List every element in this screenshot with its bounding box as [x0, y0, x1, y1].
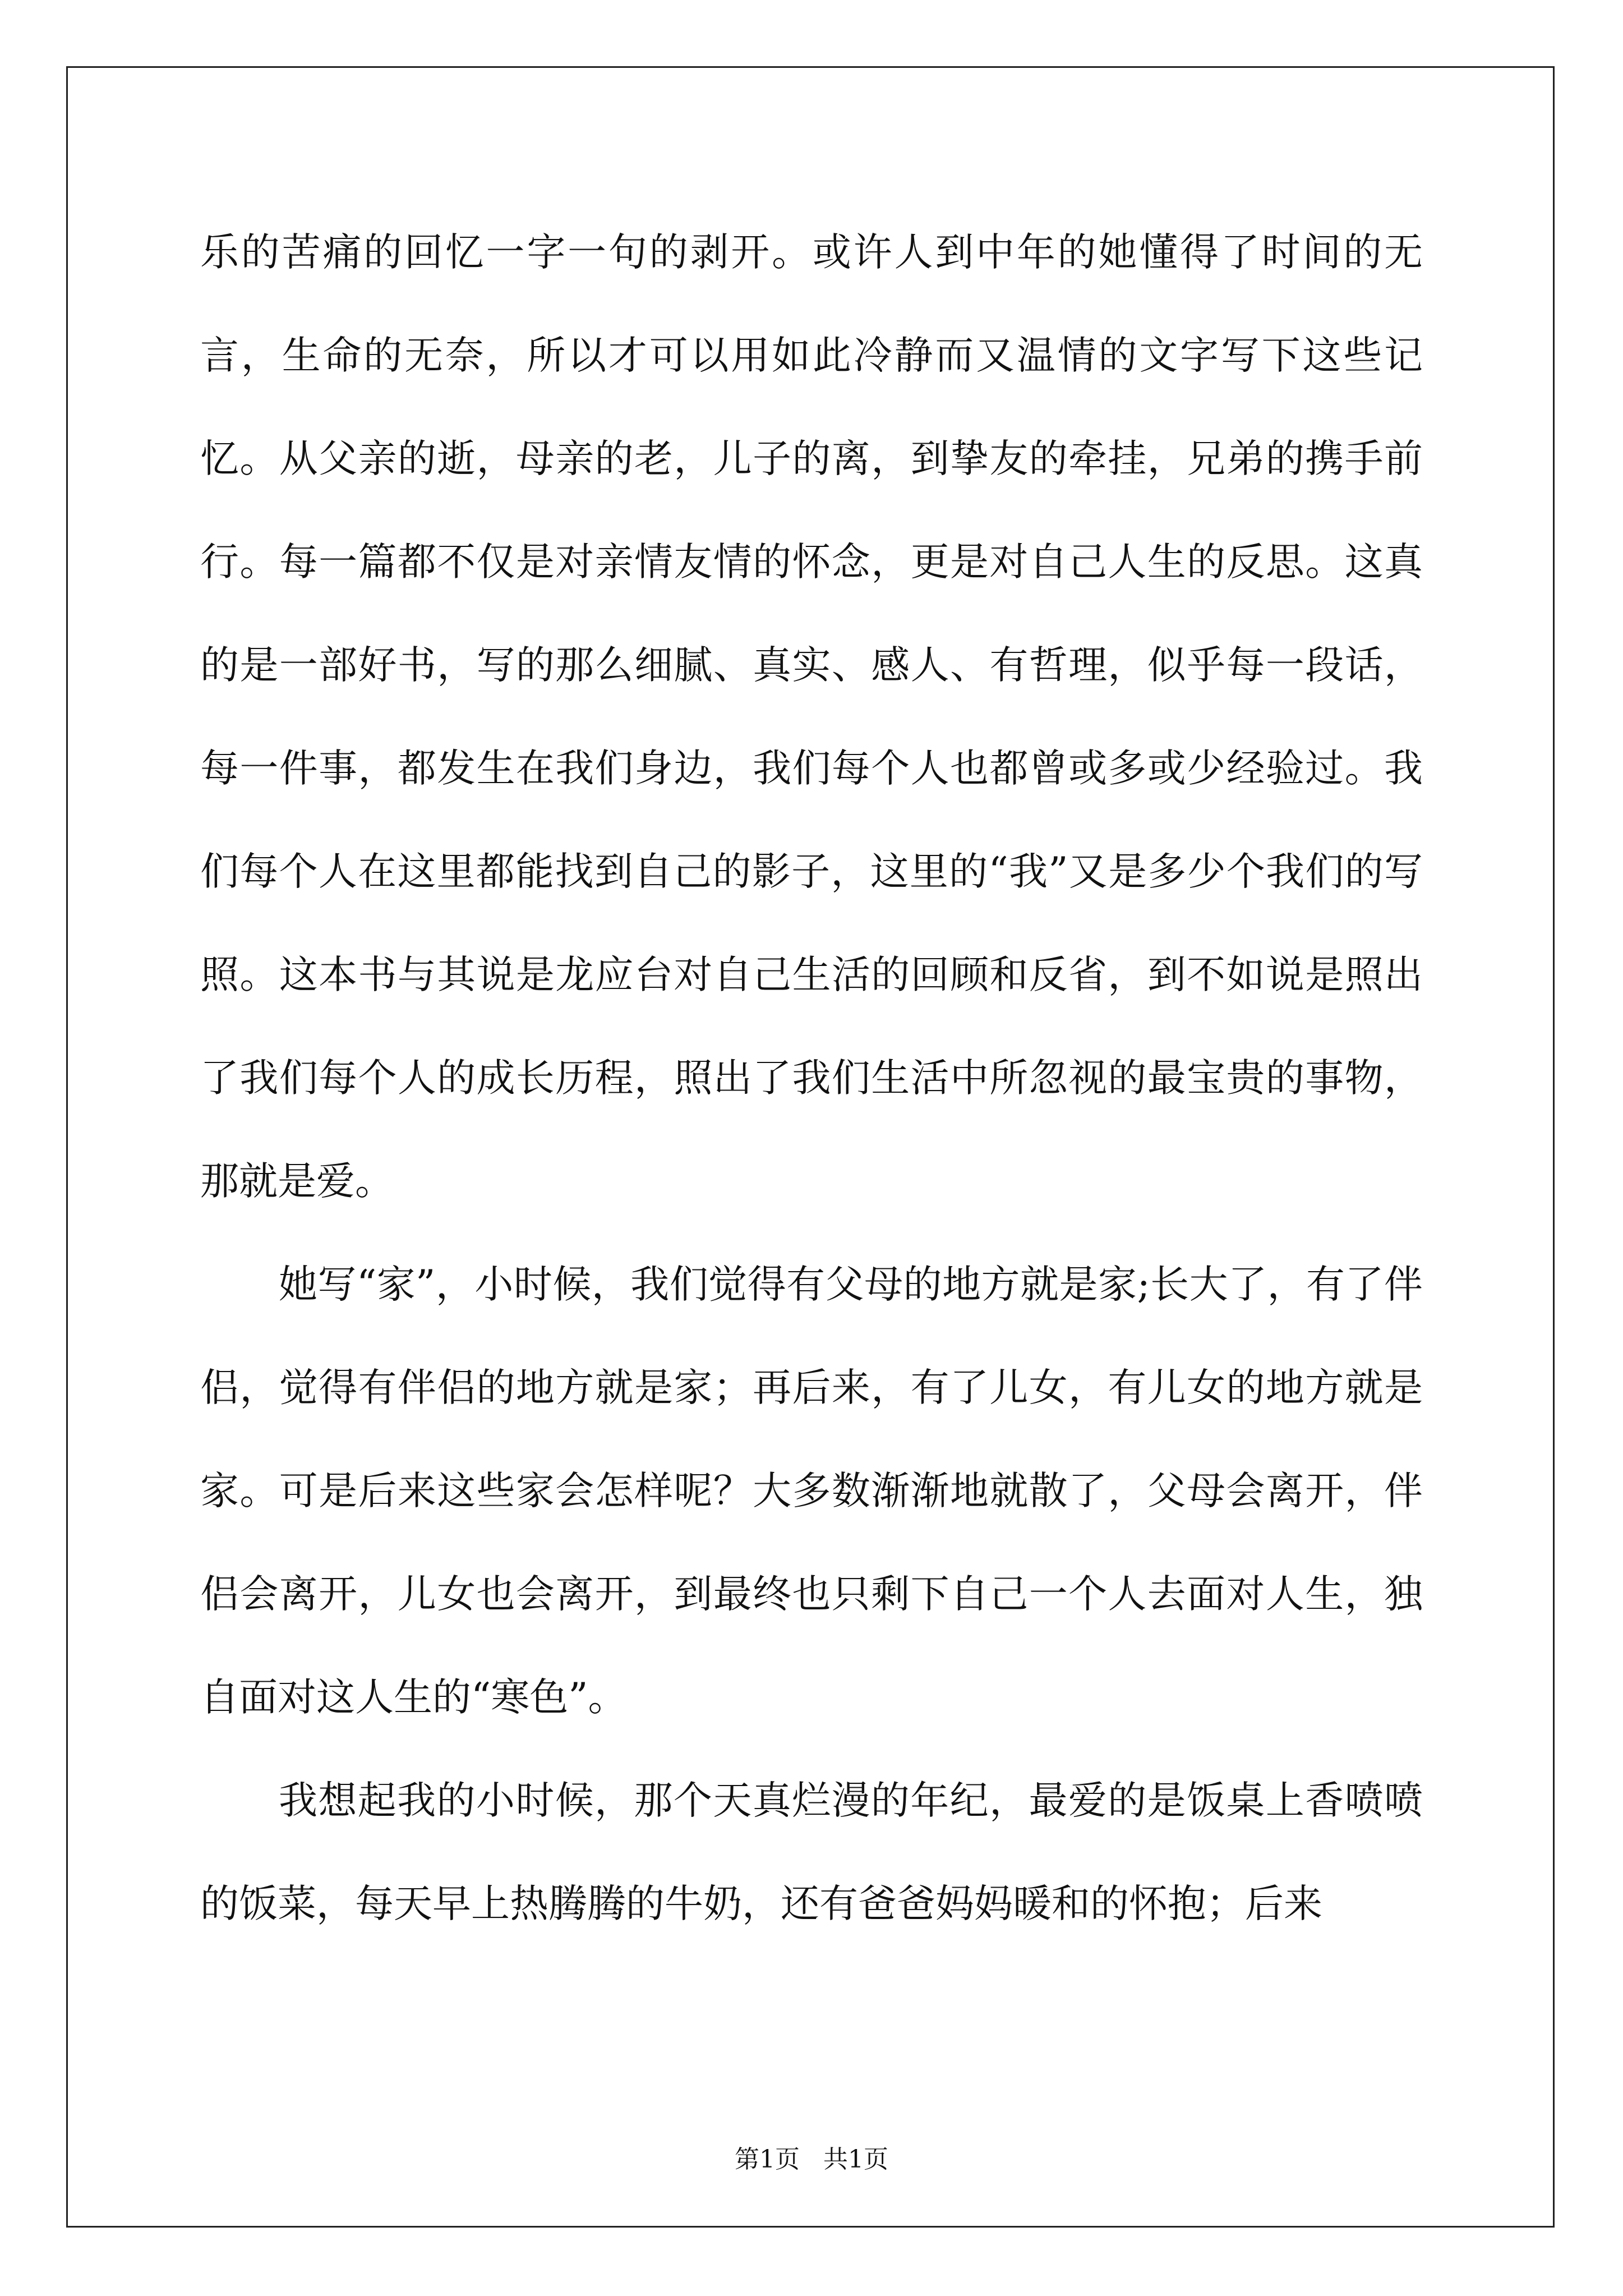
page-number: 第1页 [735, 2145, 800, 2174]
paragraph-2: 她写“家”，小时候，我们觉得有父母的地方就是家;长大了，有了伴侣，觉得有伴侣的地方就是家；再后来，有了儿女，有儿女的地方就是家。可是后来这些家会怎样呢？大多数渐渐地就散了，父母会离开，伴侣会离开，儿女也会离开，到最终也只剩下自己一个人去面对人生，独自面对这人生的“寒色”。 [200, 1262, 1423, 1720]
page-footer [0, 2143, 1623, 2177]
paragraph-3: 我想起我的小时候，那个天真烂漫的年纪，最爱的是饭桌上香喷喷的饭菜，每天早上热腾腾的牛奶，还有爸爸妈妈暖和的怀抱；后来 [200, 1778, 1423, 1926]
document-body [200, 201, 1423, 1955]
page-total: 共1页 [823, 2145, 888, 2174]
paragraph-1: 乐的苦痛的回忆一字一句的剥开。或许人到中年的她懂得了时间的无言，生命的无奈，所以才可以用如此冷静而又温情的文字写下这些记忆。从父亲的逝，母亲的老，儿子的离，到挚友的牵挂，兄弟的携手前行。每一篇都不仅是对亲情友情的怀念，更是对自己人生的反思。这真的是一部好书，写的那么细腻、真实、感人、有哲理，似乎每一段话，每一件事，都发生在我们身边，我们每个人也都曾或多或少经验过。我们每个人在这里都能找到自己的影子，这里的“我”又是多少个我们的写照。这本书与其说是龙应台对自己生活的回顾和反省，到不如说是照出了我们每个人的成长历程，照出了我们生活中所忽视的最宝贵的事物，那就是爱。 [200, 230, 1423, 1204]
